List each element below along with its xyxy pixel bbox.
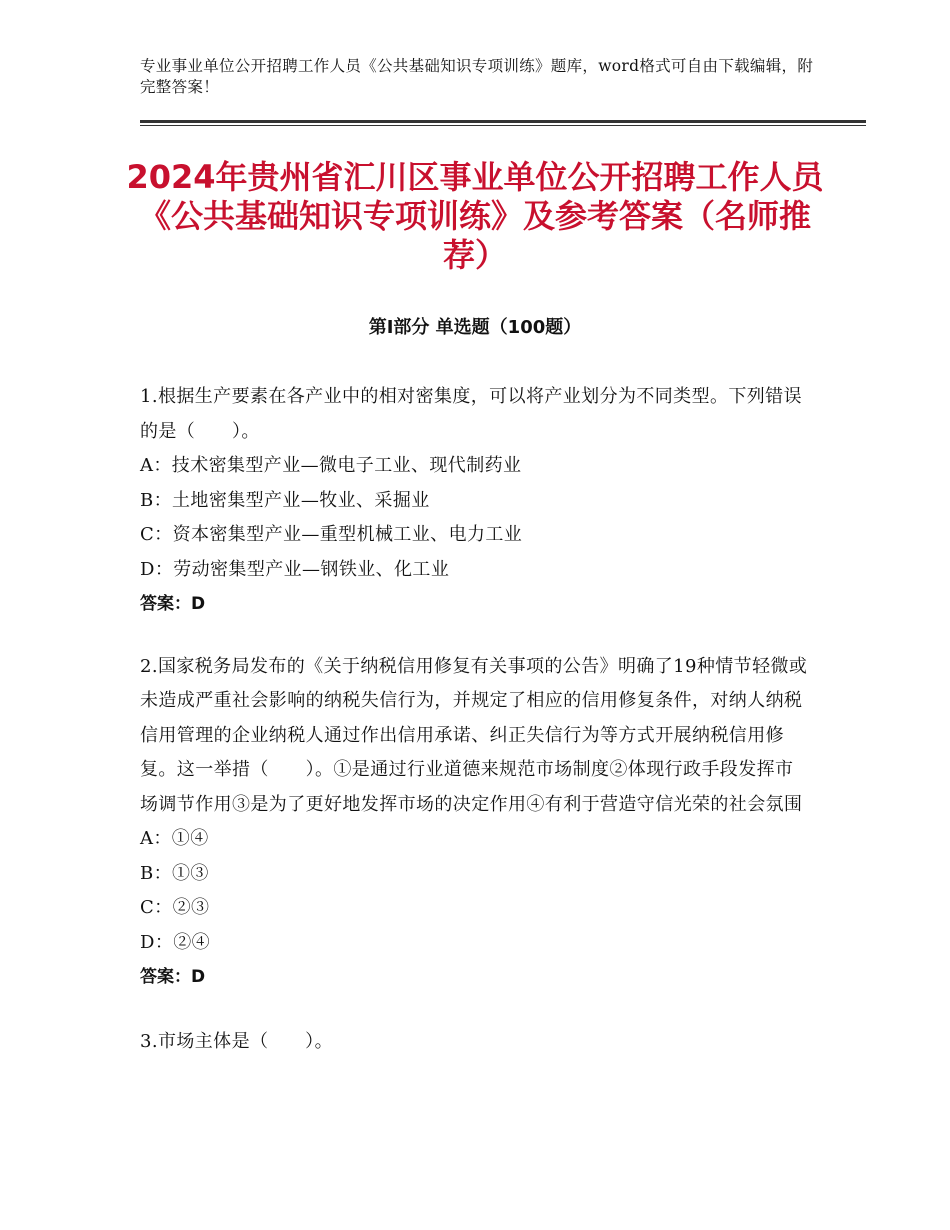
option-d: D：劳动密集型产业—钢铁业、化工业	[140, 558, 450, 580]
question-1	[140, 380, 810, 622]
question-text: 3.市场主体是（ ）。	[140, 1030, 333, 1052]
option-a: A：①④	[140, 828, 209, 849]
option-b: B：土地密集型产业—牧业、采掘业	[140, 489, 430, 511]
option-c: C：②③	[140, 897, 210, 918]
question-text: 1.根据生产要素在各产业中的相对密集度，可以将产业划分为不同类型。下列错误的是（ ）。	[140, 386, 802, 442]
answer-label: 答案：D	[140, 967, 206, 987]
header-divider-thin	[140, 125, 866, 126]
option-b: B：①③	[140, 862, 209, 884]
header-note: 专业事业单位公开招聘工作人员《公共基础知识专项训练》题库，word格式可自由下载编辑，附完整答案！	[140, 57, 814, 96]
header-divider-thick	[140, 120, 866, 123]
question-list	[140, 380, 810, 1059]
document-title: 2024年贵州省汇川区事业单位公开招聘工作人员《公共基础知识专项训练》及参考答案（名师推荐）	[126, 158, 824, 274]
question-3	[140, 1025, 810, 1060]
option-a: A：技术密集型产业—微电子工业、现代制药业	[140, 455, 522, 476]
answer-label: 答案：D	[140, 594, 206, 614]
question-text: 2.国家税务局发布的《关于纳税信用修复有关事项的公告》明确了19种情节轻微或未造成严重社会影响的纳税失信行为，并规定了相应的信用修复条件，对纳人纳税信用管理的企业纳税人通过作出信用承诺、纠正失信行为等方式开展纳税信用修复。这一举措（ ）。①是通过行业道德来规范市场制度②体现行政手段发挥市场调节作用③是为了更好地发挥市场的决定作用④有利于营造守信光荣的社会氛围	[140, 655, 808, 815]
option-c: C：资本密集型产业—重型机械工业、电力工业	[140, 524, 523, 545]
option-d: D：②④	[140, 931, 211, 953]
section-heading: 第I部分 单选题（100题）	[368, 317, 582, 338]
question-2	[140, 650, 810, 995]
